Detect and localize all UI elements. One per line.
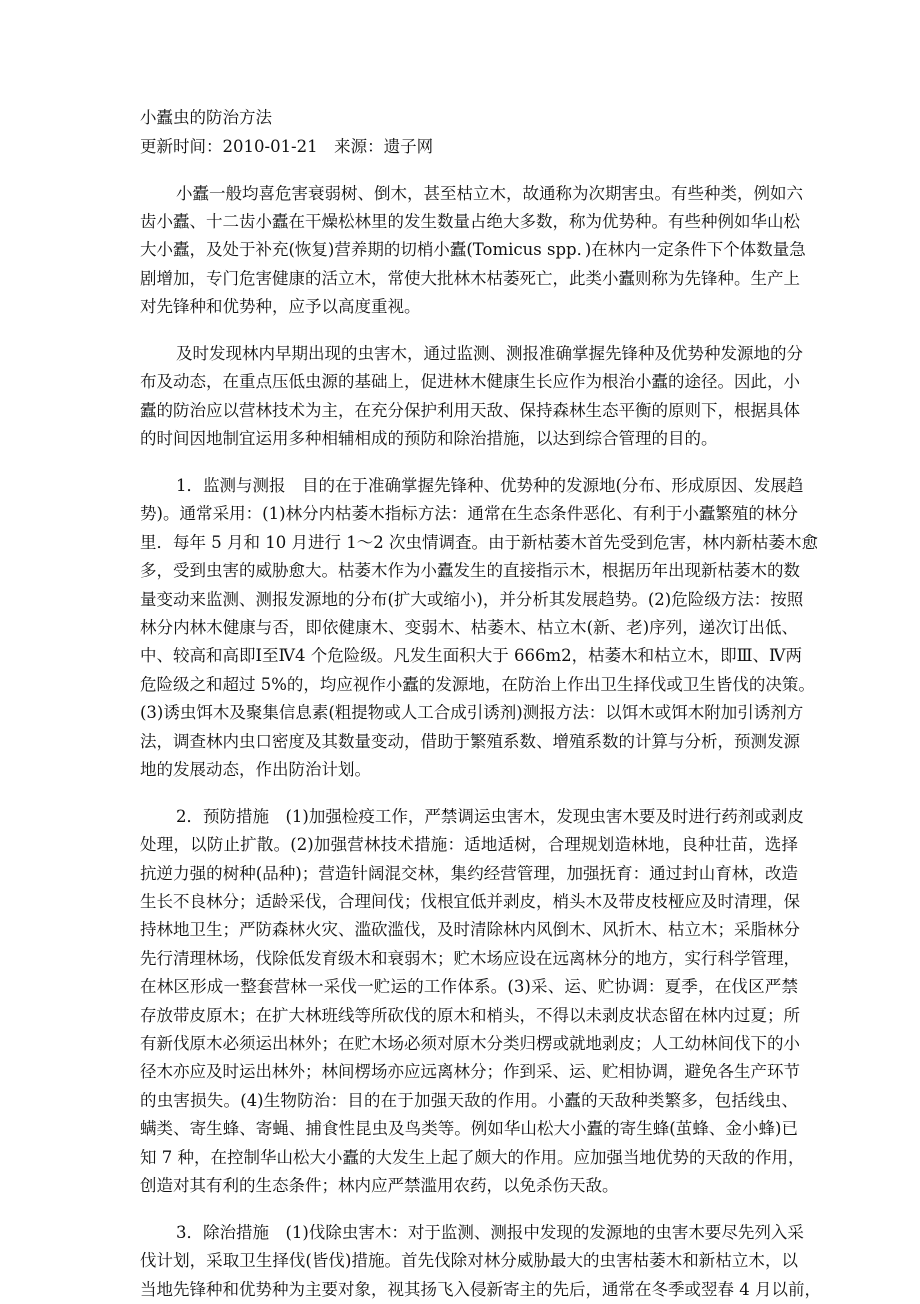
text-line: 3．除治措施 (1)伐除虫害木：对于监测、测报中发现的发源地的虫害木要尽先列入采 — [176, 1222, 804, 1242]
article-title: 小蠹虫的防治方法 — [140, 108, 272, 127]
text-line: 螨类、寄生蜂、寄蝇、捕食性昆虫及鸟类等。例如华山松大小蠹的寄生蜂(茧蜂、金小蜂)已 — [140, 1119, 798, 1139]
text-line: (3)诱虫饵木及聚集信息素(粗提物或人工合成引诱剂)测报方法：以饵木或饵木附加引诱剂方 — [140, 703, 804, 723]
paragraph — [140, 803, 805, 1200]
text-line: 处理，以防止扩散。(2)加强营林技术措施：适地适树，合理规划造林地，良种壮苗，选择 — [140, 835, 798, 855]
text-line: 势)。通常采用：(1)林分内枯萎木指标方法：通常在生态条件恶化、有利于小蠹繁殖的林分 — [140, 504, 798, 524]
text-line: 及时发现林内早期出现的虫害木，通过监测、测报准确掌握先锋种及优势种发源地的分 — [176, 343, 803, 363]
text-line: 剧增加，专门危害健康的活立木，常使大批林木枯萎死亡，此类小蠹则称为先锋种。生产上 — [140, 268, 800, 288]
text-line: 地的发展动态，作出防治计划。 — [140, 759, 371, 779]
text-line: 抗逆力强的树种(品种)；营造针阔混交林，集约经营管理，加强抚育：通过封山育林，改造 — [140, 863, 798, 883]
text-line: 量变动来监测、测报发源地的分布(扩大或缩小)，并分析其发展趋势。(2)危险级方法：按照 — [140, 589, 804, 609]
article-meta: 更新时间：2010-01-21 来源：遗子网 — [140, 136, 434, 156]
text-line: 2．预防措施 (1)加强检疫工作，严禁调运虫害木，发现虫害木要及时进行药剂或剥皮 — [176, 806, 804, 826]
paragraph — [140, 340, 803, 454]
article-body — [140, 180, 821, 1304]
text-line: 危险级之和超过 5%的，均应视作小蠹的发源地，在防治上作出卫生择伐或卫生皆伐的决策。 — [140, 674, 815, 694]
text-line: 林分内林木健康与否，即依健康木、变弱木、枯萎木、枯立木(新、老)序列，递次订出低、 — [140, 617, 798, 637]
text-line: 创造对其有利的生态条件；林内应严禁滥用农药，以免杀伤天敌。 — [140, 1175, 619, 1195]
paragraph — [140, 1219, 821, 1304]
text-line: 的时间因地制宜运用多种相辅相成的预防和除治措施，以达到综合管理的目的。 — [140, 429, 718, 449]
text-line: 蠹的防治应以营林技术为主，在充分保护利用天敌、保持森林生态平衡的原则下，根据具体 — [140, 400, 800, 420]
text-line: 生长不良林分；适龄采伐，合理间伐；伐根宜低并剥皮，梢头木及带皮枝桠应及时清理，保 — [140, 891, 800, 911]
text-line: 知 7 种，在控制华山松大小蠹的大发生上起了颇大的作用。应加强当地优势的天敌的作用， — [140, 1147, 805, 1167]
text-line: 小蠹一般均喜危害衰弱树、倒木，甚至枯立木，故通称为次期害虫。有些种类，例如六 — [176, 183, 803, 203]
text-line: 存放带皮原木；在扩大林班线等所砍伐的原木和梢头，不得以未剥皮状态留在林内过夏；所 — [140, 1005, 800, 1025]
paragraph — [140, 180, 806, 322]
document-page — [140, 104, 821, 1304]
text-line: 大小蠹，及处于补充(恢复)营养期的切梢小蠹(Tomicus spp．)在林内一定条件下个体数量急 — [140, 240, 806, 260]
text-line: 先行清理林场，伐除低发育级木和衰弱木；贮木场应设在远离林分的地方，实行科学管理， — [140, 948, 800, 968]
text-line: 在林区形成一整套营林一采伐一贮运的工作体系。(3)采、运、贮协调：夏季，在伐区严禁 — [140, 977, 798, 997]
text-line: 里．每年 5 月和 10 月进行 1～2 次虫情调査。由于新枯萎木首先受到危害，林内新枯萎木愈 — [140, 532, 818, 552]
text-line: 有新伐原木必须运出林外；在贮木场必须对原木分类归楞或就地剥皮；人工幼林间伐下的小 — [140, 1033, 800, 1053]
text-line: 布及动态，在重点压低虫源的基础上，促进林木健康生长应作为根治小蠹的途径。因此，小 — [140, 372, 800, 392]
text-line: 径木亦应及时运出林外；林间楞场亦应远离林分；作到采、运、贮相协调，避免各生产环节 — [140, 1062, 800, 1082]
text-line: 对先锋种和优势种，应予以高度重视。 — [140, 297, 421, 317]
text-line: 持林地卫生；严防森林火灾、滥砍滥伐，及时清除林内风倒木、风折木、枯立木；采脂林分 — [140, 920, 800, 940]
text-line: 当地先锋种和优势种为主要对象，视其扬飞入侵新寄主的先后，通常在冬季或翌春 4 月以前， — [140, 1279, 821, 1299]
text-line: 伐计划，采取卫生择伐(皆伐)措施。首先伐除对林分威胁最大的虫害枯萎木和新枯立木，以 — [140, 1251, 798, 1271]
text-line: 多，受到虫害的威胁愈大。枯萎木作为小蠹发生的直接指示木，根据历年出现新枯萎木的数 — [140, 561, 800, 581]
text-line: 的虫害损失。(4)生物防治：目的在于加强天敌的作用。小蠹的天敌种类繁多，包括线虫、 — [140, 1090, 798, 1110]
paragraph — [140, 472, 818, 784]
text-line: 法，调查林内虫口密度及其数量变动，借助于繁殖系数、增殖系数的计算与分析，预测发源 — [140, 731, 800, 751]
text-line: 中、较高和高即Ⅰ至Ⅳ4 个危险级。凡发生面积大于 666m2，枯萎木和枯立木，即Ⅲ、Ⅳ两 — [140, 646, 803, 666]
text-line: 1．监测与测报 目的在于准确掌握先锋种、优势种的发源地(分布、形成原因、发展趋 — [176, 476, 804, 496]
text-line: 齿小蠹、十二齿小蠹在干燥松林里的发生数量占绝大多数，称为优势种。有些种例如华山松 — [140, 211, 800, 231]
